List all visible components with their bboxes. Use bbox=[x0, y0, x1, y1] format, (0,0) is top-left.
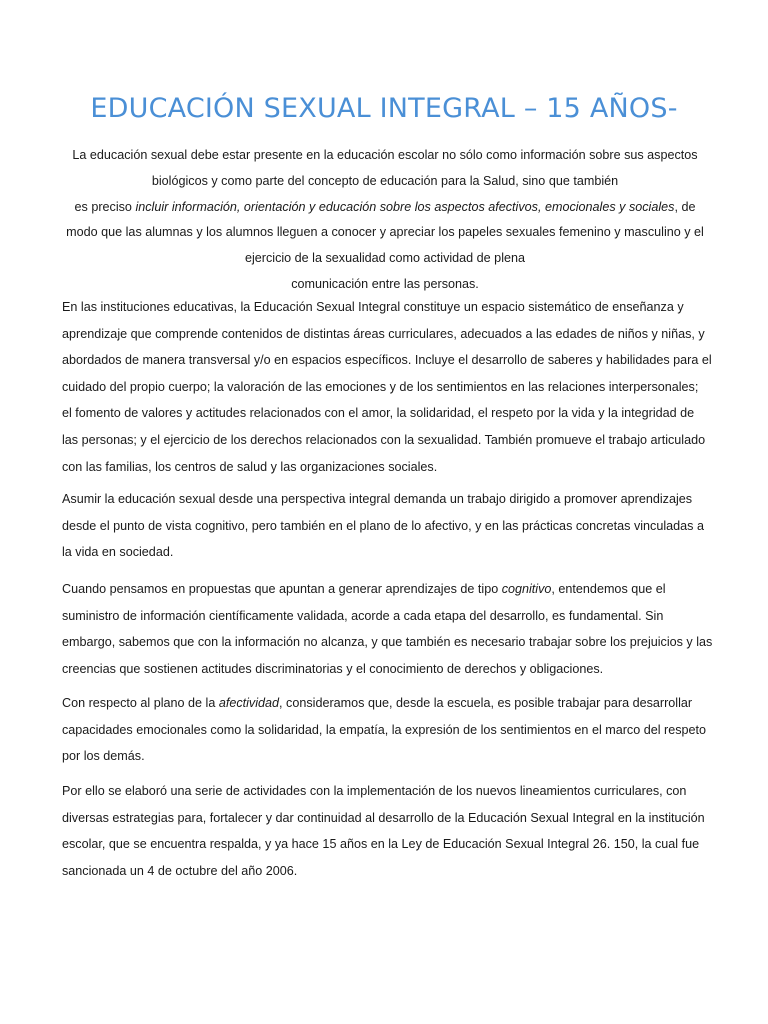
paragraph-esi-institutions bbox=[62, 294, 712, 480]
paragraph-activities bbox=[62, 778, 712, 884]
paragraph-cognitive bbox=[62, 576, 712, 682]
paragraph-line: el fomento de valores y actitudes relacionados con el amor, la solidaridad, el respeto por la vida y la integridad de bbox=[62, 406, 695, 421]
paragraph-line: cuidado del propio cuerpo; la valoración de las emociones y de los sentimientos en las relaciones interpersonales; bbox=[62, 379, 699, 394]
paragraph-text: Con respecto al plano de la bbox=[62, 696, 219, 710]
paragraph-affectivity bbox=[62, 690, 712, 770]
paragraph-line: la vida en sociedad. bbox=[62, 545, 174, 560]
intro-line: ejercicio de la sexualidad como actividad de plena bbox=[244, 251, 526, 266]
paragraph-line: suministro de información científicamente validada, acorde a cada etapa del desarrollo, es fundamental. Sin bbox=[62, 608, 664, 623]
paragraph-line: En las instituciones educativas, la Educación Sexual Integral constituye un espacio sistemático de enseñanza y bbox=[62, 300, 684, 314]
intro-line: comunicación entre las personas. bbox=[291, 276, 479, 291]
paragraph-line: escolar, que se encuentra respalda, y ya hace 15 años en la Ley de Educación Sexual Integral 26. 150, la cual fue bbox=[62, 837, 700, 852]
paragraph-text: , consideramos que, desde la escuela, es posible trabajar para desarrollar bbox=[279, 696, 693, 710]
intro-text: es preciso bbox=[74, 199, 136, 214]
paragraph-line: diversas estrategias para, fortalecer y dar continuidad al desarrollo de la Educación Sexual Integral en la institución bbox=[62, 810, 705, 825]
paragraph-italic-text: cognitivo bbox=[501, 582, 552, 596]
paragraph-text: Cuando pensamos en propuestas que apuntan a generar aprendizajes de tipo bbox=[62, 582, 502, 596]
paragraph-integral-perspective bbox=[62, 486, 712, 566]
intro-italic-text: incluir información, orientación y educación sobre los aspectos afectivos, emocionales y sociales bbox=[135, 199, 675, 214]
paragraph-line: embargo, sabemos que con la información no alcanza, y que también es necesario trabajar sobre los prejuicios y las bbox=[62, 635, 713, 650]
intro-text: , de bbox=[674, 199, 696, 214]
intro-paragraph bbox=[62, 143, 708, 298]
paragraph-italic-text: afectividad bbox=[218, 696, 280, 710]
paragraph-text: , entendemos que el bbox=[551, 582, 666, 596]
paragraph-line: sancionada un 4 de octubre del año 2006. bbox=[62, 863, 298, 878]
paragraph-line: por los demás. bbox=[62, 749, 145, 764]
intro-line: La educación sexual debe estar presente en la educación escolar no sólo como información sobre sus aspectos bbox=[72, 148, 698, 162]
intro-line: modo que las alumnas y los alumnos lleguen a conocer y apreciar los papeles sexuales femenino y masculino y el bbox=[66, 225, 704, 240]
paragraph-line: con las familias, los centros de salud y las organizaciones sociales. bbox=[62, 459, 438, 474]
intro-line bbox=[62, 195, 708, 221]
paragraph-line: Por ello se elaboró una serie de actividades con la implementación de los nuevos lineamientos curriculares, con bbox=[62, 784, 687, 798]
paragraph-line: aprendizaje que comprende contenidos de distintas áreas curriculares, adecuados a las edades de niños y niñas, y bbox=[62, 326, 705, 341]
paragraph-line: las personas; y el ejercicio de los derechos relacionados con la sexualidad. También promueve el trabajo articulado bbox=[62, 432, 706, 447]
paragraph-line bbox=[62, 576, 712, 603]
paragraph-line bbox=[62, 690, 712, 717]
intro-line: biológicos y como parte del concepto de educación para la Salud, sino que también bbox=[151, 173, 619, 188]
paragraph-line: abordados de manera transversal y/o en espacios específicos. Incluye el desarrollo de saberes y habilidades para el bbox=[62, 353, 712, 368]
paragraph-line: creencias que sostienen actitudes discriminatorias y el conocimiento de derechos y obligaciones. bbox=[62, 661, 604, 676]
paragraph-line: capacidades emocionales como la solidaridad, la empatía, la expresión de los sentimientos en el marco del respeto bbox=[62, 722, 707, 737]
document-title: EDUCACIÓN SEXUAL INTEGRAL – 15 AÑOS- bbox=[90, 93, 678, 124]
paragraph-line: Asumir la educación sexual desde una perspectiva integral demanda un trabajo dirigido a promover aprendizajes bbox=[62, 492, 693, 506]
paragraph-line: desde el punto de vista cognitivo, pero también en el plano de lo afectivo, y en las prácticas concretas vinculadas a bbox=[62, 518, 704, 533]
